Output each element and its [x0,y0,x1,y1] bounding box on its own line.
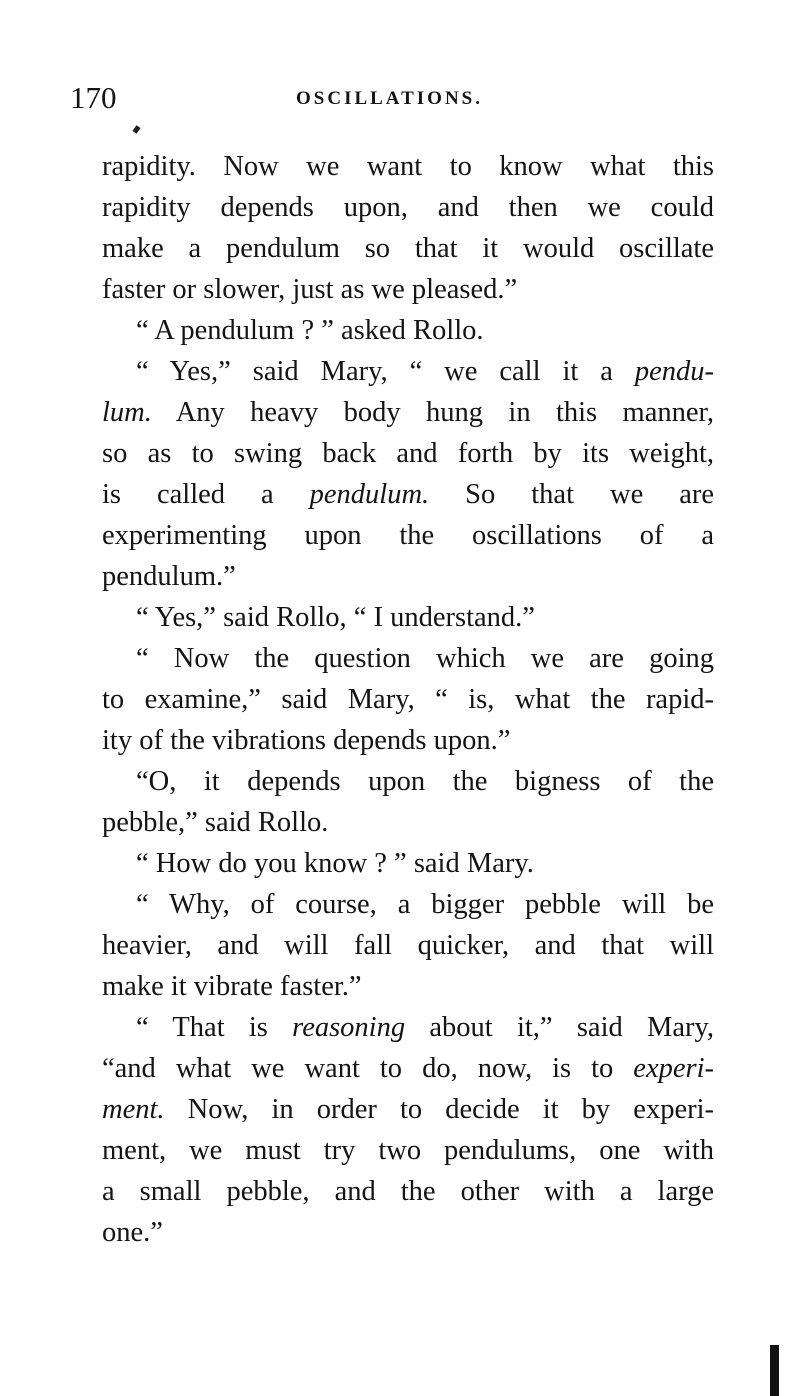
text-line: make it vibrate faster.” [102,971,362,1002]
text-line: faster or slower, just as we pleased.” [102,274,518,305]
page-header [70,80,715,120]
paragraph [68,597,714,638]
text-line: lum. Any heavy body hung in this manner, [102,397,714,428]
text-line: ity of the vibrations depends upon.” [102,725,511,756]
body-text [68,146,714,1253]
text-line: pebble,” said Rollo. [102,807,329,838]
paragraph [68,761,714,843]
text-line: a small pebble, and the other with a large [102,1176,714,1207]
text-line: is called a pendulum. So that we are [102,479,714,510]
italic-term: lum. [102,397,152,428]
text-line: rapidity. Now we want to know what this [102,151,714,182]
italic-term: reasoning [292,1012,406,1043]
italic-term: pendulum. [309,479,430,510]
text-line: pendulum.” [102,561,236,592]
text-line: “ Why, of course, a bigger pebble will be [136,889,714,920]
text-line: ment, we must try two pendulums, one with [102,1135,714,1166]
text-line: so as to swing back and forth by its weight, [102,438,714,469]
text-line: “and what we want to do, now, is to experi- [102,1053,714,1084]
running-head: OSCILLATIONS. [296,88,484,109]
text-line: experimenting upon the oscillations of a [102,520,714,551]
text-line: “ Now the question which we are going [136,643,714,674]
paragraph [68,1007,714,1253]
paragraph [68,884,714,1007]
italic-term: pendu- [634,356,714,387]
text-line: “O, it depends upon the bigness of the [136,766,714,797]
paragraph [68,638,714,761]
text-line: “ A pendulum ? ” asked Rollo. [136,315,484,346]
text-line: “ Yes,” said Mary, “ we call it a pendu- [136,356,714,387]
italic-term: ment. [102,1094,165,1125]
text-line: “ How do you know ? ” said Mary. [136,848,534,879]
text-line: “ Yes,” said Rollo, “ I understand.” [136,602,535,633]
text-line: make a pendulum so that it would oscillate [102,233,714,264]
print-mark [132,125,140,134]
paragraph [68,310,714,351]
text-line: one.” [102,1217,163,1248]
page-number: 170 [70,80,117,115]
italic-term: experi- [633,1053,714,1084]
text-line: “ That is reasoning about it,” said Mary, [136,1012,714,1043]
paragraph [68,351,714,597]
text-line: heavier, and will fall quicker, and that will [102,930,714,961]
paragraph [68,146,714,310]
text-line: rapidity depends upon, and then we could [102,192,714,223]
paragraph [68,843,714,884]
text-line: to examine,” said Mary, “ is, what the rapid- [102,684,714,715]
text-line: ment. Now, in order to decide it by experi- [102,1094,714,1125]
page-edge-mark [770,1345,779,1396]
